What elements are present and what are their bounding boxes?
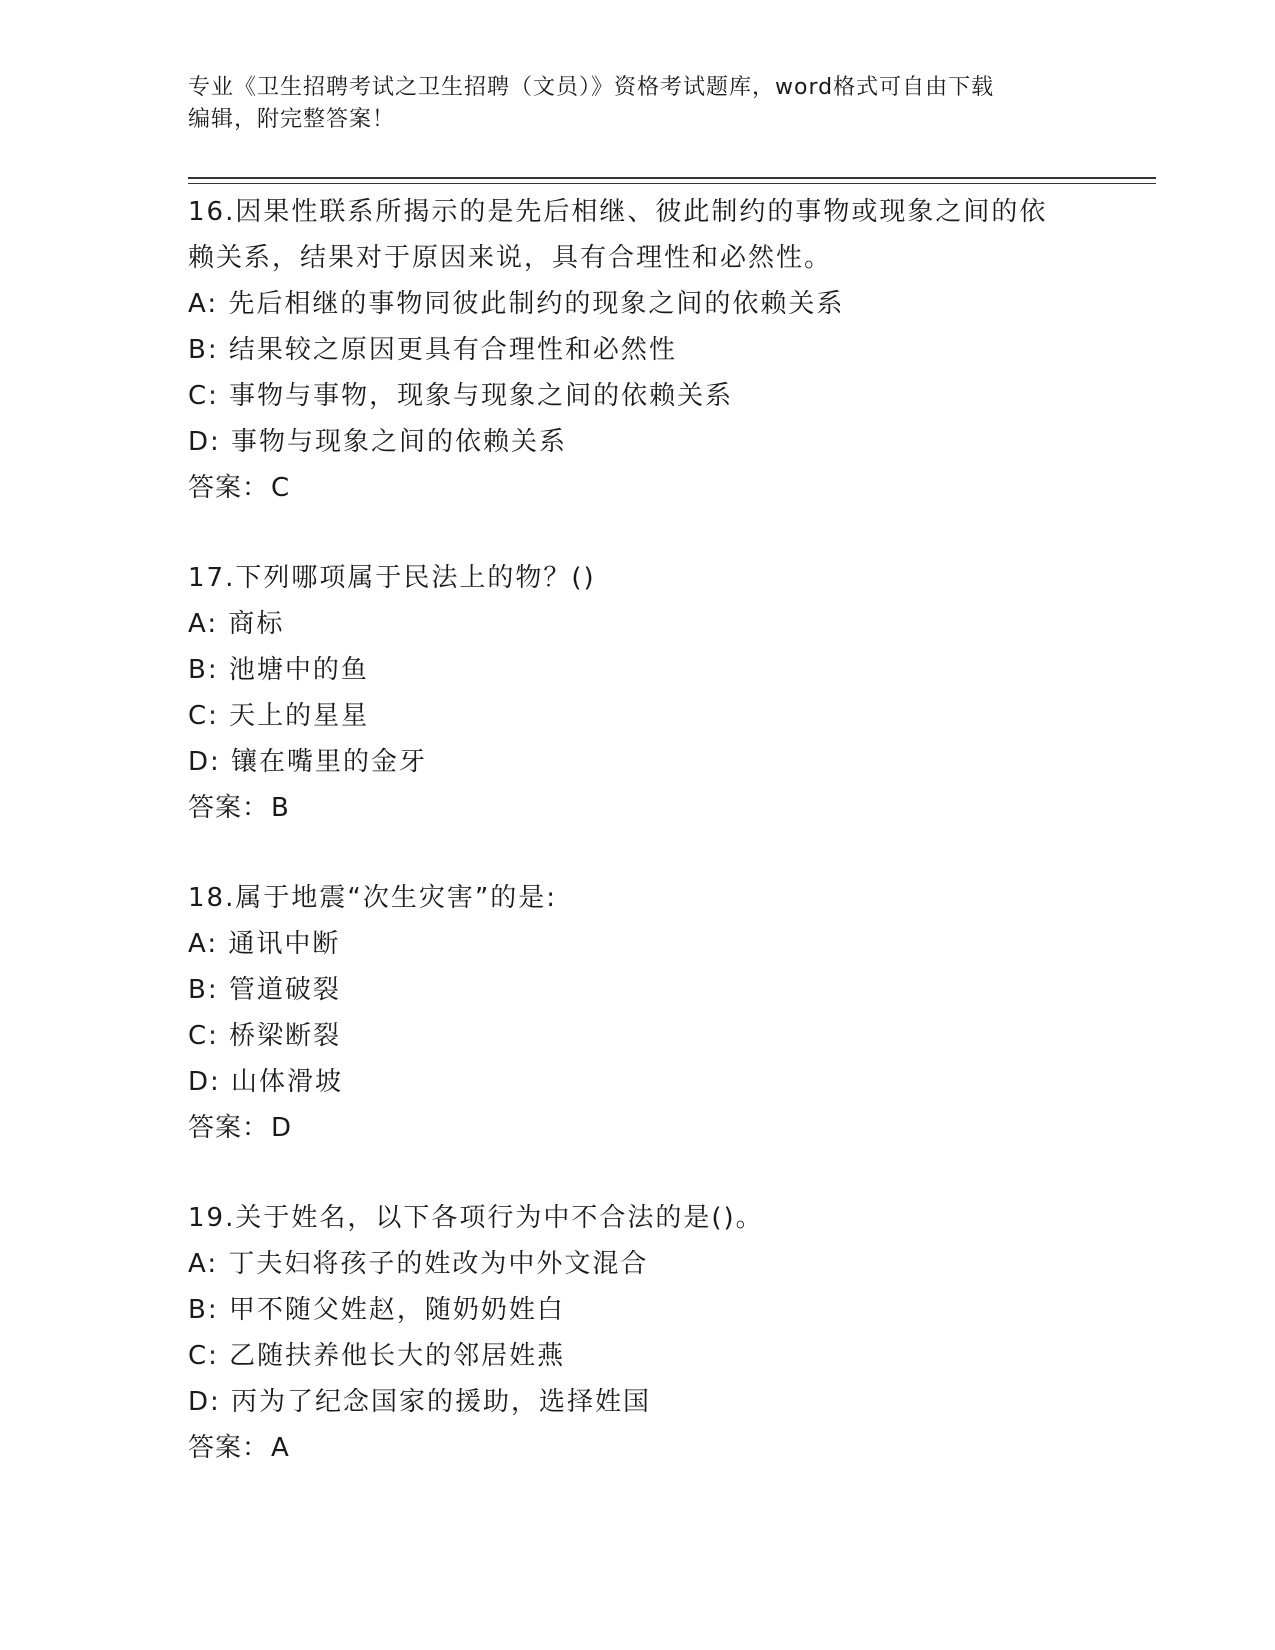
answer-value: B <box>271 793 290 823</box>
answer-line <box>188 1425 1108 1471</box>
answer-line <box>188 1105 1108 1151</box>
header-line-1: 专业《卫生招聘考试之卫生招聘（文员）》资格考试题库，word格式可自由下载 <box>188 75 995 100</box>
question-19 <box>188 1195 1108 1471</box>
question-stem: 19.关于姓名，以下各项行为中不合法的是()。 <box>188 1203 764 1233</box>
question-17 <box>188 555 1108 831</box>
option-a: A: 丁夫妇将孩子的姓改为中外文混合 <box>188 1249 649 1279</box>
question-16 <box>188 189 1108 511</box>
header-divider-thin <box>188 183 1156 184</box>
answer-label: 答案： <box>188 1433 270 1463</box>
question-stem: 16.因果性联系所揭示的是先后相继、彼此制约的事物或现象之间的依 <box>188 197 1048 227</box>
question-18 <box>188 875 1108 1151</box>
option-c: C: 乙随扶养他长大的邻居姓燕 <box>188 1341 566 1371</box>
answer-line <box>188 465 1108 511</box>
answer-label: 答案： <box>188 1113 270 1143</box>
document-header <box>188 72 1088 136</box>
question-stem: 18.属于地震“次生灾害”的是: <box>188 883 558 913</box>
option-c: C: 事物与事物，现象与现象之间的依赖关系 <box>188 381 734 411</box>
option-b: B: 结果较之原因更具有合理性和必然性 <box>188 335 677 365</box>
question-list <box>188 189 1108 1471</box>
option-d: D: 事物与现象之间的依赖关系 <box>188 427 568 457</box>
option-a: A: 先后相继的事物同彼此制约的现象之间的依赖关系 <box>188 289 845 319</box>
option-b: B: 甲不随父姓赵，随奶奶姓白 <box>188 1295 565 1325</box>
option-a: A: 商标 <box>188 609 285 639</box>
question-stem: 17.下列哪项属于民法上的物？() <box>188 563 596 593</box>
answer-line <box>188 785 1108 831</box>
answer-label: 答案： <box>188 793 270 823</box>
question-stem-continued: 赖关系，结果对于原因来说，具有合理性和必然性。 <box>188 243 833 273</box>
option-a: A: 通讯中断 <box>188 929 341 959</box>
option-c: C: 桥梁断裂 <box>188 1021 342 1051</box>
answer-value: A <box>271 1433 290 1463</box>
option-b: B: 管道破裂 <box>188 975 341 1005</box>
option-d: D: 镶在嘴里的金牙 <box>188 747 428 777</box>
answer-value: D <box>271 1113 293 1143</box>
answer-value: C <box>271 473 291 503</box>
option-d: D: 丙为了纪念国家的援助，选择姓国 <box>188 1387 652 1417</box>
header-line-2: 编辑，附完整答案！ <box>188 107 396 132</box>
answer-label: 答案： <box>188 473 270 503</box>
option-c: C: 天上的星星 <box>188 701 370 731</box>
header-divider-thick <box>188 177 1156 179</box>
option-b: B: 池塘中的鱼 <box>188 655 369 685</box>
option-d: D: 山体滑坡 <box>188 1067 344 1097</box>
